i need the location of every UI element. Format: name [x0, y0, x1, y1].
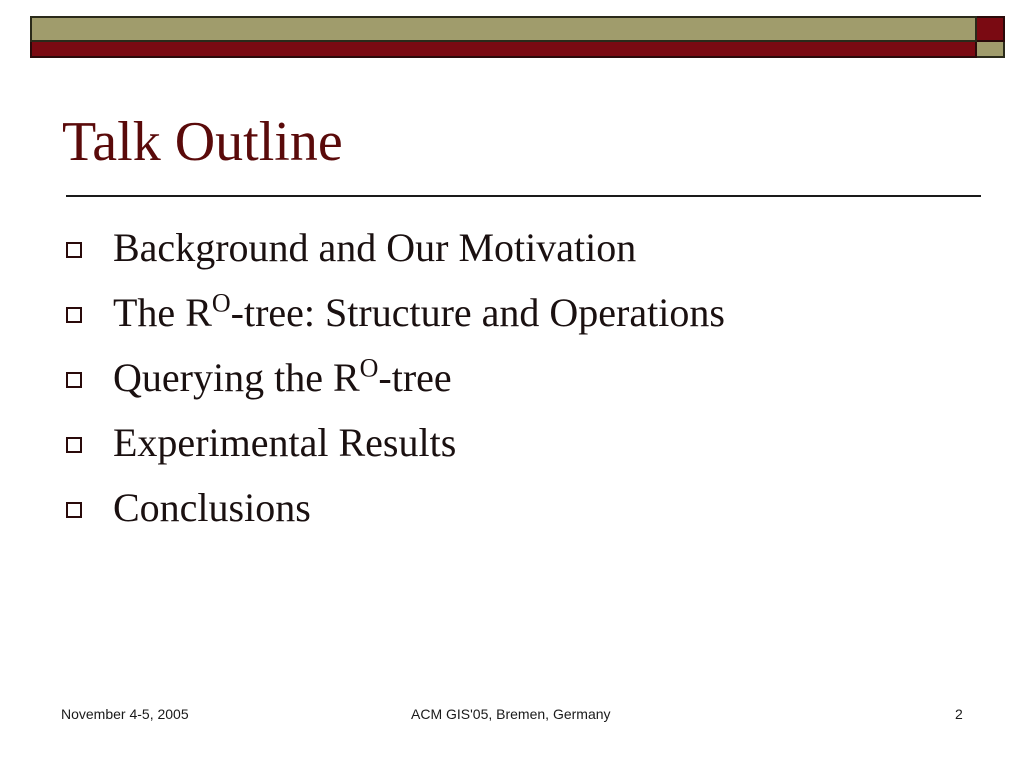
bullet-list — [66, 215, 725, 540]
bullet-text: Experimental Results — [113, 419, 457, 465]
bullet-text: Conclusions — [113, 484, 311, 530]
bullet-item — [66, 475, 725, 540]
bullet-item — [66, 345, 725, 410]
title-divider — [66, 195, 981, 197]
banner-corner-maroon — [977, 16, 1005, 42]
bullet-text: Querying the $R^O$-tree — [113, 353, 452, 400]
banner-maroon-band — [30, 42, 977, 58]
footer-event: ACM GIS'05, Bremen, Germany — [411, 706, 611, 722]
hollow-square-bullet-icon — [66, 437, 82, 453]
footer-page-number: 2 — [955, 706, 963, 722]
hollow-square-bullet-icon — [66, 242, 82, 258]
footer-date: November 4-5, 2005 — [61, 706, 189, 722]
hollow-square-bullet-icon — [66, 502, 82, 518]
banner-corner-olive — [977, 42, 1005, 58]
hollow-square-bullet-icon — [66, 372, 82, 388]
hollow-square-bullet-icon — [66, 307, 82, 323]
bullet-item — [66, 410, 725, 475]
bullet-text: Background and Our Motivation — [113, 224, 637, 270]
bullet-item — [66, 280, 725, 345]
bullet-text: The $R^O$-tree: Structure and Operations — [113, 288, 725, 335]
banner-olive-band — [30, 16, 977, 42]
slide-title: Talk Outline — [62, 111, 343, 173]
top-banner — [30, 16, 1005, 59]
bullet-item — [66, 215, 725, 280]
